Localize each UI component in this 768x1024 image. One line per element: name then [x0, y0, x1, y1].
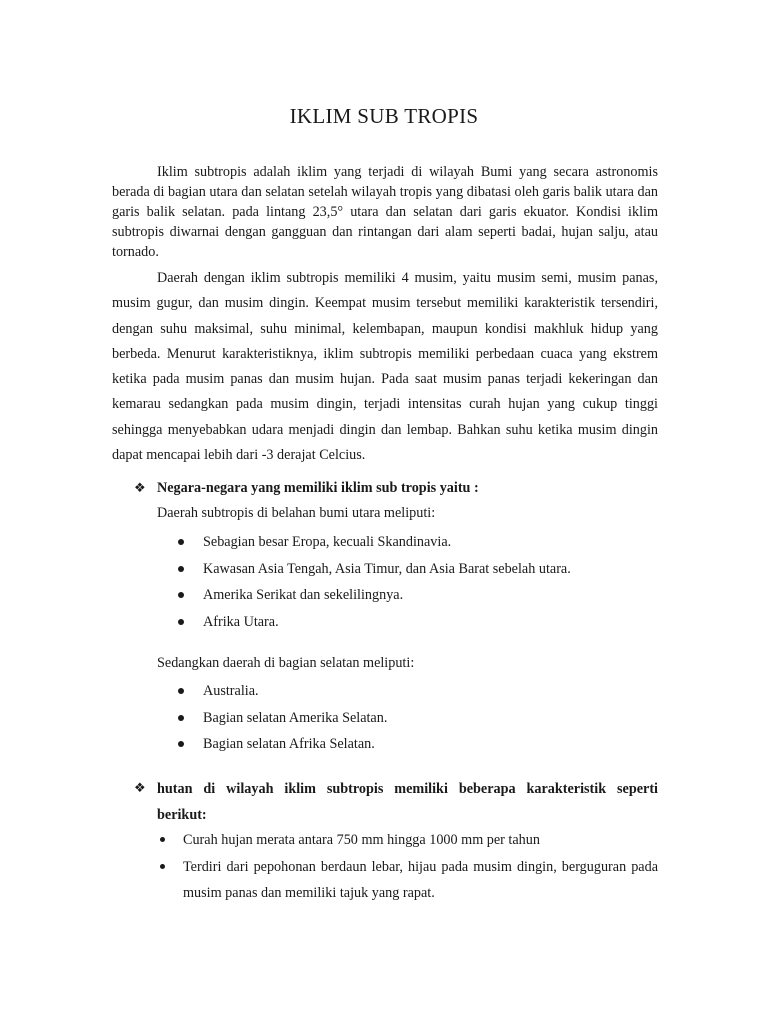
diamond-bullet-icon: ❖	[134, 781, 146, 796]
bullet-icon	[178, 592, 184, 598]
south-list	[176, 681, 387, 761]
list-item	[176, 585, 571, 612]
south-intro: Sedangkan daerah di bagian selatan meliputi:	[157, 655, 415, 671]
bullet-icon	[178, 619, 184, 625]
bullet-icon	[178, 539, 184, 545]
section-heading-line1: hutan di wilayah iklim subtropis memiliki beberapa karakteristik seperti	[157, 781, 658, 797]
list-item-text: Afrika Utara.	[203, 613, 279, 630]
list-item-text: Bagian selatan Amerika Selatan.	[203, 709, 388, 726]
list-item-text: Amerika Serikat dan sekelilingnya.	[203, 587, 404, 603]
bullet-icon	[178, 741, 184, 747]
bullet-icon	[178, 566, 184, 572]
section-heading-line2: berikut:	[157, 807, 207, 823]
paragraph-intro: Iklim subtropis adalah iklim yang terjadi di wilayah Bumi yang secara astronomis berada di bagian utara dan selatan setelah wilayah tropis yang dibatasi oleh garis balik utara dan garis balik selatan. pada lintang 23,5° utara dan selatan dari garis ekuator. Kondisi iklim subtropis diwarnai dengan gangguan dan rintangan dari alam seperti badai, hujan salju, atau tornado.	[112, 164, 658, 261]
list-item	[156, 854, 658, 907]
list-item	[176, 532, 571, 559]
list-item-text: Bagian selatan Afrika Selatan.	[203, 736, 375, 752]
list-item	[176, 612, 571, 639]
list-item-text: Sebagian besar Eropa, kecuali Skandinavia.	[203, 534, 452, 550]
list-item-text: Australia.	[203, 683, 259, 699]
bullet-icon	[178, 688, 184, 694]
document-title: IKLIM SUB TROPIS	[289, 104, 479, 128]
north-intro: Daerah subtropis di belahan bumi utara meliputi:	[157, 505, 436, 521]
list-item-text: Kawasan Asia Tengah, Asia Timur, dan Asia Barat sebelah utara.	[203, 560, 571, 577]
bullet-icon	[178, 715, 184, 721]
list-item-text: Terdiri dari pepohonan berdaun lebar, hijau pada musim dingin, berguguran pada musim panas dan memiliki tajuk yang rapat.	[183, 858, 658, 901]
paragraph-seasons: Daerah dengan iklim subtropis memiliki 4 musim, yaitu musim semi, musim panas, musim gugur, dan musim dingin. Keempat musim tersebut memiliki karakteristik tersendiri, dengan suhu maksimal, suhu minimal, kelembapan, maupun kondisi makhluk hidup yang berbeda. Menurut karakteristiknya, iklim subtropis memiliki perbedaan cuaca yang ekstrem ketika pada musim panas dan musim hujan. Pada saat musim panas terjadi kekeringan dan kemarau sedangkan pada musim dingin, terjadi intensitas curah hujan yang cukup tinggi sehingga menyebabkan udara menjadi dingin dan lembap. Bahkan suhu ketika musim dingin dapat mencapai lebih dari -3 derajat Celcius.	[112, 270, 658, 464]
section-heading-forest	[134, 776, 658, 828]
section-heading-text: Negara-negara yang memiliki iklim sub tropis yaitu :	[157, 480, 479, 496]
list-item	[176, 734, 387, 761]
list-item	[176, 681, 387, 708]
forest-list	[156, 827, 658, 907]
diamond-bullet-icon: ❖	[134, 481, 146, 496]
section-heading-countries	[134, 480, 479, 497]
north-list	[176, 532, 571, 638]
list-item	[176, 708, 387, 735]
list-item	[176, 559, 571, 586]
bullet-icon	[160, 837, 165, 842]
bullet-icon	[160, 864, 165, 869]
list-item	[156, 827, 658, 854]
list-item-text: Curah hujan merata antara 750 mm hingga 1000 mm per tahun	[183, 832, 540, 848]
